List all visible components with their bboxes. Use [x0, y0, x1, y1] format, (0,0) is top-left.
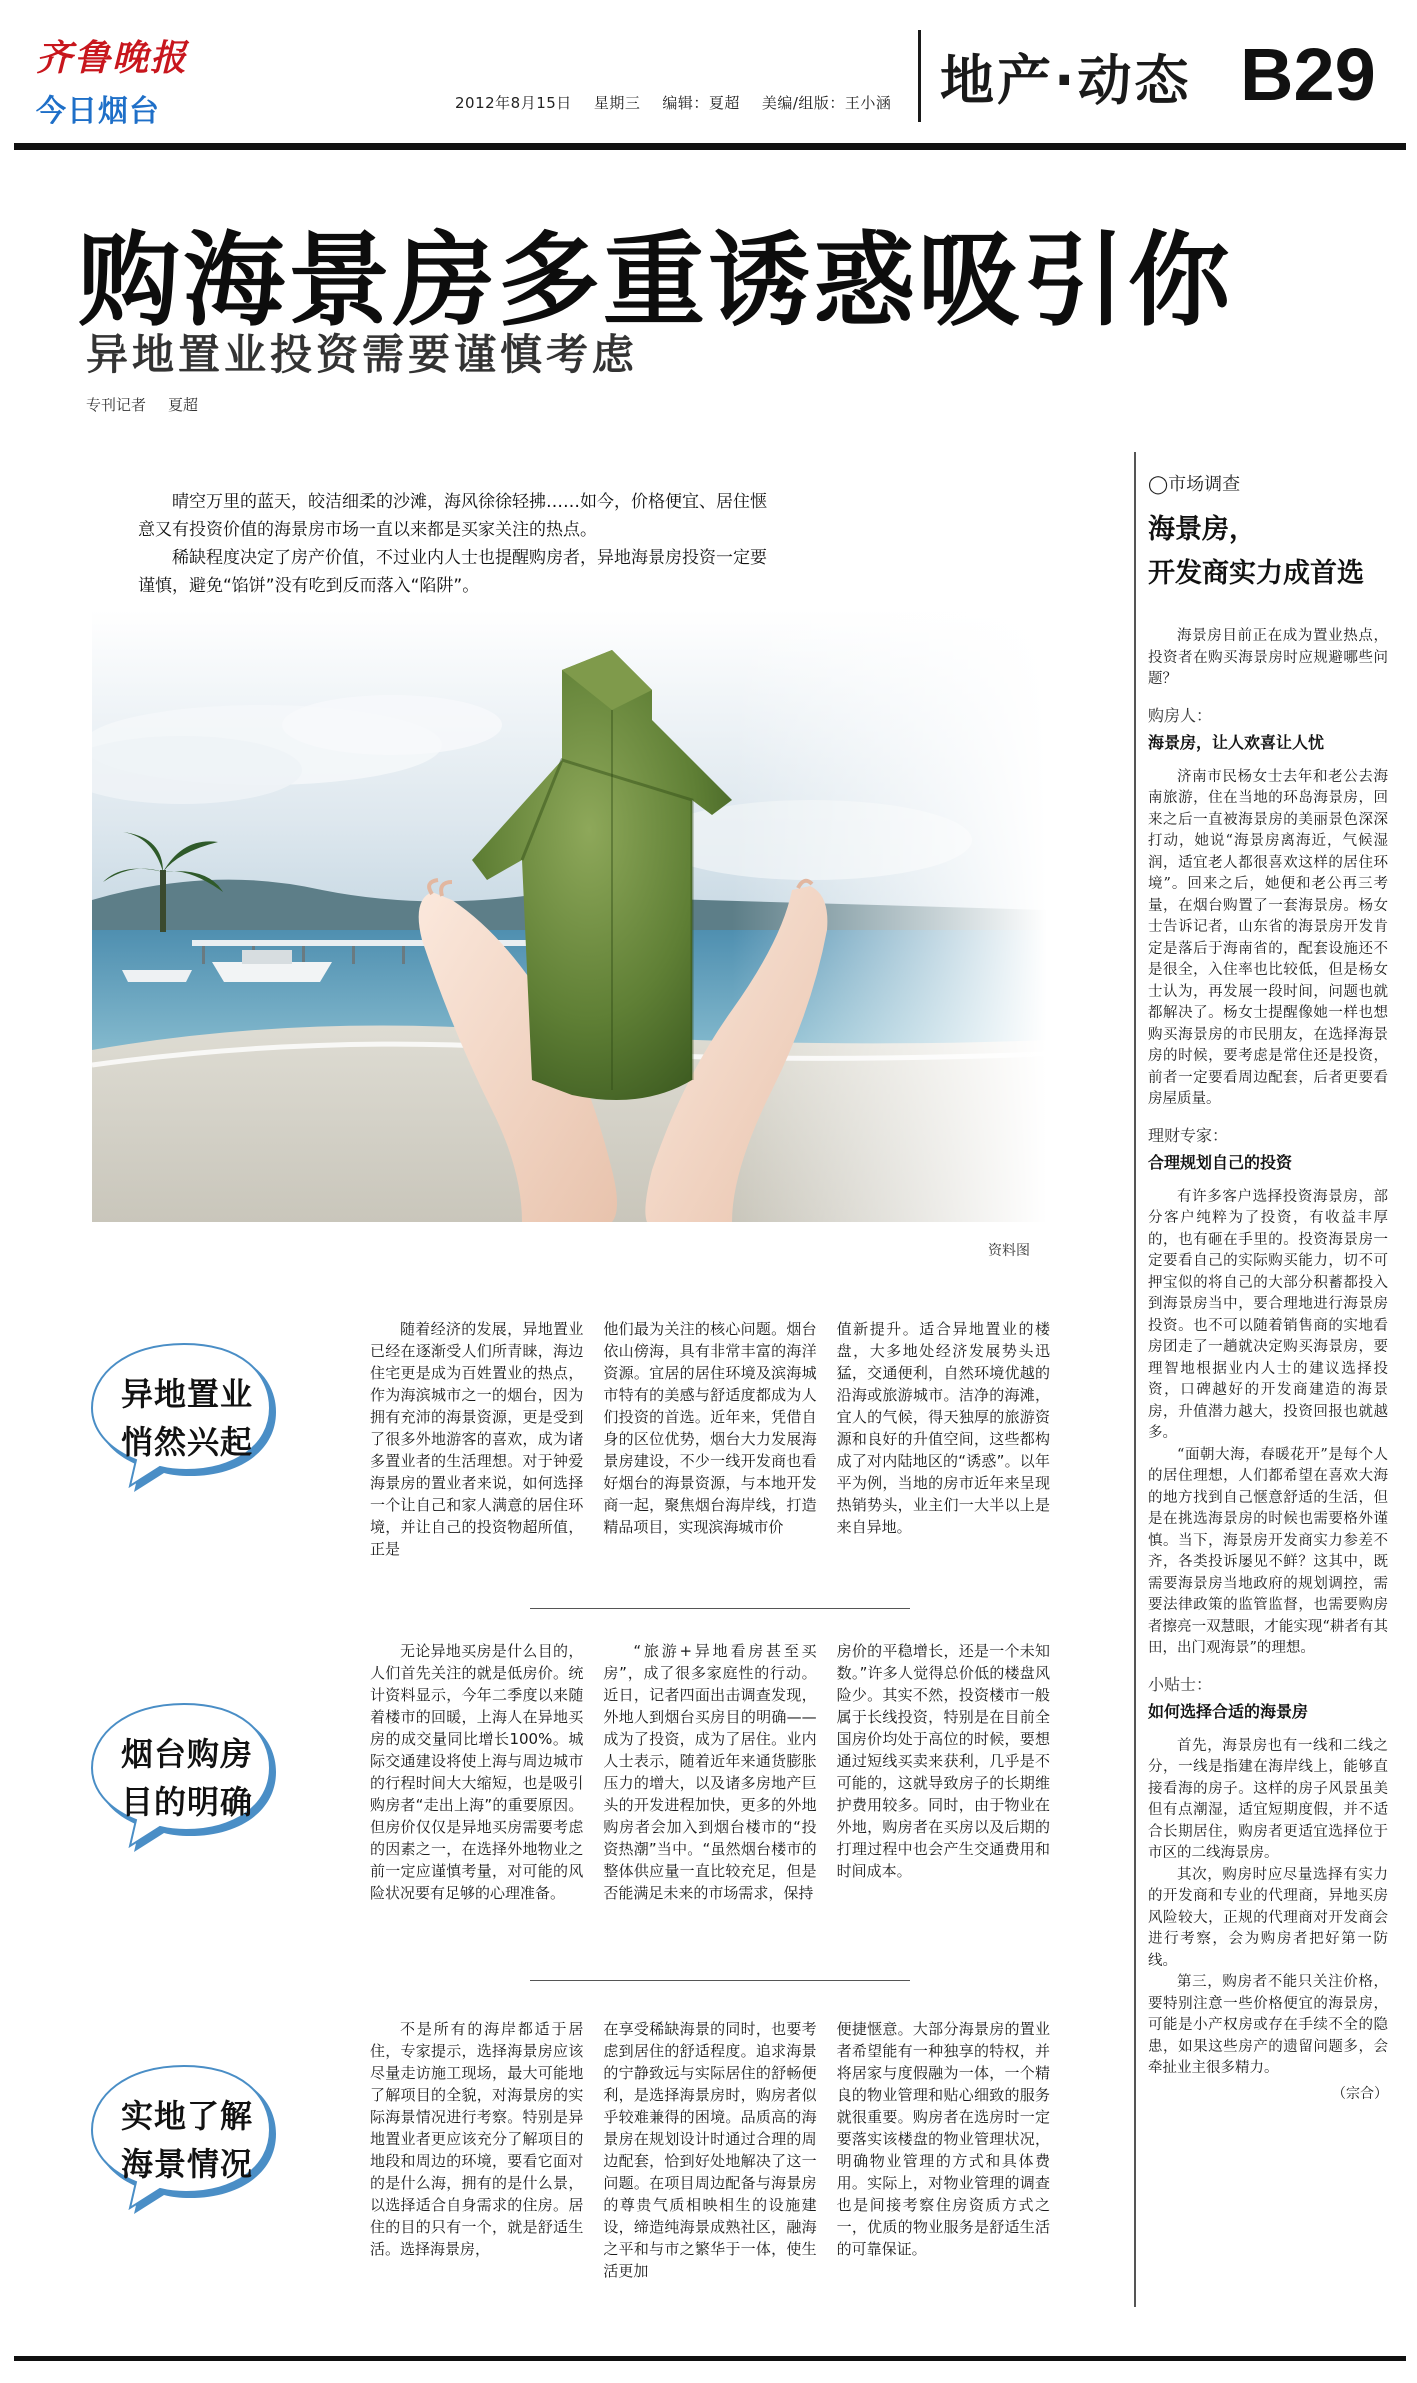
- byline-name: 夏超: [168, 396, 199, 414]
- section-heading-line: 实地了解: [120, 2097, 253, 2135]
- designer-credit: 美编/组版：王小涵: [761, 94, 892, 112]
- section-heading-line: 烟台购房: [120, 1735, 253, 1773]
- sidebar-divider: [1134, 452, 1136, 2307]
- sidebar-source: （宗合）: [1332, 2085, 1388, 2102]
- lead-paragraph: 稀缺程度决定了房产价值，不过业内人士也提醒购房者，异地海景房投资一定要谨慎，避免“馅饼”没有吃到反而落入“陷阱”。: [138, 548, 767, 596]
- bottom-rule: [14, 2356, 1406, 2361]
- section-heading-line: 目的明确: [120, 1783, 253, 1821]
- sidebar-label: 购房人：: [1148, 705, 1213, 725]
- section-heading-bubble: [88, 1340, 284, 1498]
- masthead-divider: [918, 30, 921, 122]
- newspaper-logo: 齐鲁晚报: [36, 37, 189, 79]
- text-column: [837, 1640, 1050, 1904]
- byline-role: 专刊记者: [86, 396, 147, 414]
- masthead-rule: [14, 143, 1406, 150]
- article-lead: [138, 488, 778, 600]
- body-paragraph: 随着经济的发展，异地置业已经在逐渐受人们所青睐，海边住宅更是成为百姓置业的热点，作为海滨城市之一的烟台，因为拥有充沛的海景资源，更是受到了很多外地游客的喜欢，成为诸多置业者的生活理想。对于钟爱海景房的置业者来说，如何选择一个让自己和家人满意的居住环境，并让自己的投资物超所值，正是: [370, 1320, 584, 1558]
- text-column: [370, 2018, 583, 2282]
- article-subheadline: 异地置业投资需要谨慎考虑: [86, 330, 639, 379]
- body-paragraph: 他们最为关注的核心问题。烟台依山傍海，具有非常丰富的海洋资源。宜居的居住环境及滨海城市特有的美感与舒适度都成为人们投资的首选。近年来，凭借自身的区位优势，烟台大力发展海景房建设，不少一线开发商也看好烟台的海景资源，与本地开发商一起，聚焦烟台海岸线，打造精品项目，实现滨海城市价: [603, 1320, 817, 1536]
- text-column: [603, 1318, 816, 1560]
- text-column: [603, 2018, 816, 2282]
- text-column: [370, 1318, 583, 1560]
- section-divider: [530, 1608, 910, 1609]
- masthead: [0, 0, 1417, 150]
- section-heading-bubble: [88, 1700, 284, 1858]
- article-section: [370, 1318, 1050, 1560]
- issue-date: 2012年8月15日: [455, 94, 572, 112]
- issue-info: [455, 92, 913, 113]
- sidebar-tag: ◯市场调查: [1148, 474, 1241, 495]
- text-column: [837, 1318, 1050, 1560]
- editor-credit: 编辑：夏超: [662, 94, 740, 112]
- text-column: [837, 2018, 1050, 2282]
- article-section: [370, 2018, 1050, 2282]
- sidebar-text: 济南市民杨女士去年和老公去海南旅游，住在当地的环岛海景房，回来之后一直被海景房的美丽景色深深打动，她说“海景房离海近，气候湿润，适宜老人都很喜欢这样的居住环境”。回来之后，她便和老公再三考量，在烟台购置了一套海景房。杨女士告诉记者，山东省的海景房开发肯定是落后于海南省的，配套设施还不是很全，入住率也比较低，但是杨女士认为，再发展一段时间，问题也就都解决了。杨女士提醒像她一样也想购买海景房的市民朋友，在选择海景房的时候，要考虑是常住还是投资，前者一定要看周边配套，后者更要看房屋质量。: [1148, 768, 1388, 1107]
- edition-name: 今日烟台: [36, 94, 160, 129]
- body-paragraph: 房价的平稳增长，还是一个未知数。”许多人觉得总价低的楼盘风险少。其实不然，投资楼市一般属于长线投资，特别是在目前全国房价均处于高位的时候，要想通过短线买卖来获利，几乎是不可能的，这就导致房子的长期维护费用较多。同时，由于物业在外地，购房者在买房以及后期的打理过程中也会产生交通费用和时间成本。: [836, 1642, 1050, 1880]
- issue-weekday: 星期三: [593, 94, 641, 112]
- section-divider: [530, 1980, 910, 1981]
- sidebar-subtitle: 如何选择合适的海景房: [1148, 1701, 1309, 1721]
- body-paragraph: 无论异地买房是什么目的，人们首先关注的就是低房价。统计资料显示，今年二季度以来随着楼市的回暖，上海人在异地买房的成交量同比增长100%。城际交通建设将使上海与周边城市的行程时间大大缩短，也是吸引购房者“走出上海”的重要原因。但房价仅仅是异地买房需要考虑的因素之一，在选择外地物业之前一定应谨慎考量，对可能的风险状况要有足够的心理准备。: [370, 1642, 584, 1902]
- body-paragraph: 在享受稀缺海景的同时，也要考虑到居住的舒适程度。追求海景的宁静致远与实际居住的舒畅便利，是选择海景房时，购房者似乎较难兼得的困境。品质高的海景房在规划设计时通过合理的周边配套，恰到好处地解决了这一问题。在项目周边配备与海景房的尊贵气质相映相生的设施建设，缔造纯海景成熟社区，融海之平和与市之繁华于一体，使生活更加: [603, 2020, 817, 2280]
- body-paragraph: 值新提升。适合异地置业的楼盘，大多地处经济发展势头迅猛，交通便利，自然环境优越的沿海或旅游城市。洁净的海滩，宜人的气候，得天独厚的旅游资源和良好的升值空间，这些都构成了对内陆地区的“诱惑”。以年平为例，当地的房市近年来呈现热销势头，业主们一大半以上是来自异地。: [836, 1320, 1050, 1536]
- section-name: 地产·动态: [940, 49, 1192, 112]
- section-heading-line: 悄然兴起: [120, 1423, 253, 1461]
- section-heading: [102, 2092, 272, 2188]
- sidebar-label: 小贴士：: [1148, 1674, 1213, 1694]
- body-paragraph: 不是所有的海岸都适于居住，专家提示，选择海景房应该尽量走访施工现场，最大可能地了解项目的全貌，对海景房的实际海景情况进行考察。特别是异地置业者更应该充分了解项目的地段和周边的环境，要看它面对的是什么海，拥有的是什么景，以选择适合自身需求的住房。居住的目的只有一个，就是舒适生活。选择海景房，: [370, 2020, 584, 2258]
- body-paragraph: “旅游+异地看房甚至买房”，成了很多家庭性的行动。近日，记者四面出击调查发现，外地人到烟台买房目的明确——成为了投资，成为了居住。业内人士表示，随着近年来通货膨胀压力的增大，以及诸多房地产巨头的开发进程加快，更多的外地购房者会加入到烟台楼市的“投资热潮”当中。“虽然烟台楼市的整体供应量一直比较充足，但是否能满足未来的市场需求，保持: [603, 1642, 817, 1902]
- section-heading-line: 异地置业: [120, 1375, 253, 1413]
- article-headline: 购海景房多重诱惑吸引你: [78, 222, 1233, 341]
- section-heading: [102, 1730, 272, 1826]
- article-section: [370, 1640, 1050, 1904]
- body-paragraph: 便捷惬意。大部分海景房的置业者希望能有一种独享的特权，并将居家与度假融为一体，一个精良的物业管理和贴心细致的服务就很重要。购房者在选房时一定要落实该楼盘的物业管理状况，明确物业管理的方式和具体费用。实际上，对物业管理的调查也是间接考察住房资质方式之一，优质的物业服务是舒适生活的可靠保证。: [836, 2020, 1050, 2258]
- lead-paragraph: 晴空万里的蓝天，皎洁细柔的沙滩，海风徐徐轻拂……如今，价格便宜、居住惬意又有投资价值的海景房市场一直以来都是买家关注的热点。: [138, 492, 767, 540]
- sidebar-title: [1148, 508, 1388, 596]
- section-heading-line: 海景情况: [120, 2145, 253, 2183]
- hero-photo: [92, 610, 1047, 1222]
- sidebar-title-line: 海景房，: [1148, 514, 1256, 545]
- sidebar-subtitle: 海景房，让人欢喜让人忧: [1148, 732, 1325, 752]
- text-column: [603, 1640, 816, 1904]
- sidebar-intro: 海景房目前正在成为置业热点，投资者在购买海景房时应规避哪些问题？: [1148, 628, 1388, 687]
- sidebar-title-line: 开发商实力成首选: [1148, 558, 1364, 589]
- photo-credit: 资料图: [988, 1243, 1030, 1259]
- section-heading: [102, 1370, 272, 1466]
- market-survey-sidebar: [1148, 470, 1388, 2105]
- section-heading-bubble: [88, 2062, 284, 2220]
- sidebar-label: 理财专家：: [1148, 1125, 1229, 1145]
- sidebar-text: 首先，海景房也有一线和二线之分，一线是指建在海岸线上，能够直接看海的房子。这样的房子风景虽美但有点潮湿，适宜短期度假，并不适合长期居住，购房者更适宜选择位于市区的二线海景房。 其次，购房时应尽量选择有实力的开发商和专业的代理商，异地买房风险较大，正规的代理商对开发商会进行考察，会为购房者把好第一防线。 第三，购房者不能只关注价格，要特别注意一些价格便宜的海景房，可能是小产权房或存在手续不全的隐患，如果这些房产的遗留问题多，会牵扯业主很多精力。: [1148, 1737, 1388, 2076]
- sidebar-subtitle: 合理规划自己的投资: [1148, 1152, 1293, 1172]
- sidebar-text: 有许多客户选择投资海景房，部分客户纯粹为了投资，有收益丰厚的，也有砸在手里的。投资海景房一定要看自己的实际购买能力，切不可押宝似的将自己的大部分积蓄都投入到海景房当中，要合理地进行海景房投资。也不可以随着销售商的实地看房团走了一趟就决定购买海景房，要理智地根据业内人士的建议选择投资，口碑越好的开发商建造的海景房，升值潜力越大，投资回报也就越多。 “面朝大海，春暖花开”是每个人的居住理想，人们都希望在喜欢大海的地方找到自己惬意舒适的生活，但是在挑选海景房的时候也需要格外谨慎。当下，海景房开发商实力参差不齐，各类投诉屡见不鲜？这其中，既需要海景房当地政府的规划调控，需要法律政策的监管监督，也需要购房者擦亮一双慧眼，才能实现“耕者有其田，出门观海景”的理想。: [1148, 1188, 1388, 1656]
- byline: [86, 394, 220, 415]
- text-column: [370, 1640, 583, 1904]
- page-number: B29: [1240, 33, 1376, 116]
